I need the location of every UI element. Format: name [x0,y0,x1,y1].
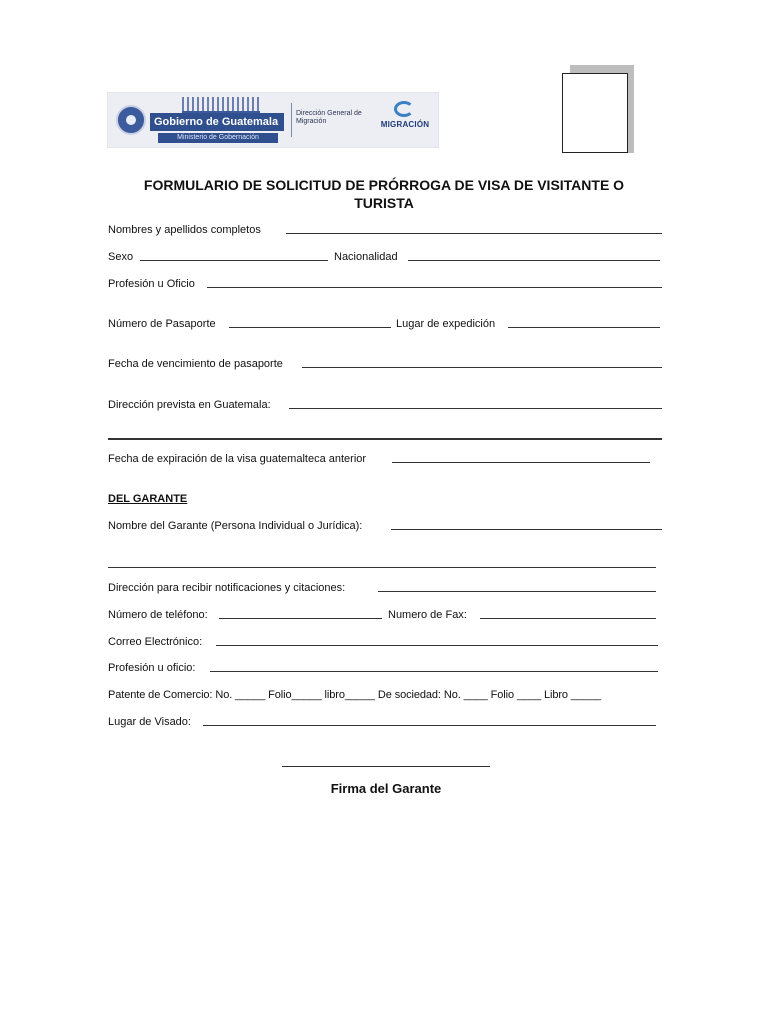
notificaciones-label: Dirección para recibir notificaciones y citaciones: [108,582,346,594]
garante-nombre-label: Nombre del Garante (Persona Individual o Jurídica): [108,520,363,532]
telefono-field[interactable] [219,618,382,619]
garante-nombre-field-line2[interactable] [108,567,656,568]
signature-line[interactable] [282,766,490,767]
garante-nombre-field[interactable] [391,529,662,530]
profesion-label: Profesión u Oficio [108,278,195,290]
gobierno-name: Gobierno de Guatemala [150,113,284,131]
nombres-label: Nombres y apellidos completos [108,224,261,236]
direccion-field-line2[interactable] [108,438,662,440]
direccion-label: Dirección prevista en Guatemala: [108,399,271,411]
fax-field[interactable] [480,618,656,619]
telefono-label: Número de teléfono: [108,609,208,621]
lugar-expedicion-label: Lugar de expedición [396,318,496,330]
nacionalidad-label: Nacionalidad [334,251,398,263]
form-title-line1: FORMULARIO DE SOLICITUD DE PRÓRROGA DE VISA DE VISITANTE O [143,177,625,193]
pasaporte-label: Número de Pasaporte [108,318,216,330]
logo-divider [291,103,292,137]
ministry-name: Ministerio de Gobernación [158,133,278,143]
garante-profesion-field[interactable] [210,671,658,672]
correo-field[interactable] [216,645,658,646]
patente-line: Patente de Comercio: No. _____ Folio_____ libro_____ De sociedad: No. ____ Folio ____ Libro _____ [108,689,601,701]
palace-icon [182,97,260,113]
migracion-logo-text: MIGRACIÓN [380,120,430,129]
form-title [108,176,660,212]
visado-field[interactable] [203,725,656,726]
form-title-line2: TURISTA [354,195,414,211]
pasaporte-field[interactable] [229,327,391,328]
gobierno-logo [108,93,286,147]
nombres-field[interactable] [286,233,662,234]
correo-label: Correo Electrónico: [108,636,203,648]
visado-label: Lugar de Visado: [108,716,191,728]
notificaciones-field[interactable] [378,591,656,592]
expiracion-field[interactable] [392,462,650,463]
guatemala-seal-icon [116,105,146,135]
garante-heading: DEL GARANTE [108,493,188,505]
migracion-logo-icon [376,101,434,139]
profesion-field[interactable] [207,287,662,288]
sexo-label: Sexo [108,251,134,263]
signature-label: Firma del Garante [330,781,442,796]
fax-label: Numero de Fax: [388,609,467,621]
header-logo-band [107,92,439,148]
photo-box [562,73,628,153]
vencimiento-field[interactable] [302,367,662,368]
migracion-swoosh-icon [394,101,414,117]
direccion-general-label: Dirección General de Migración [296,110,362,125]
nacionalidad-field[interactable] [408,260,660,261]
sexo-field[interactable] [140,260,328,261]
vencimiento-label: Fecha de vencimiento de pasaporte [108,358,283,370]
lugar-expedicion-field[interactable] [508,327,660,328]
garante-profesion-label: Profesión u oficio: [108,662,196,674]
expiracion-label: Fecha de expiración de la visa guatemalteca anterior [108,453,367,465]
direccion-field[interactable] [289,408,662,409]
